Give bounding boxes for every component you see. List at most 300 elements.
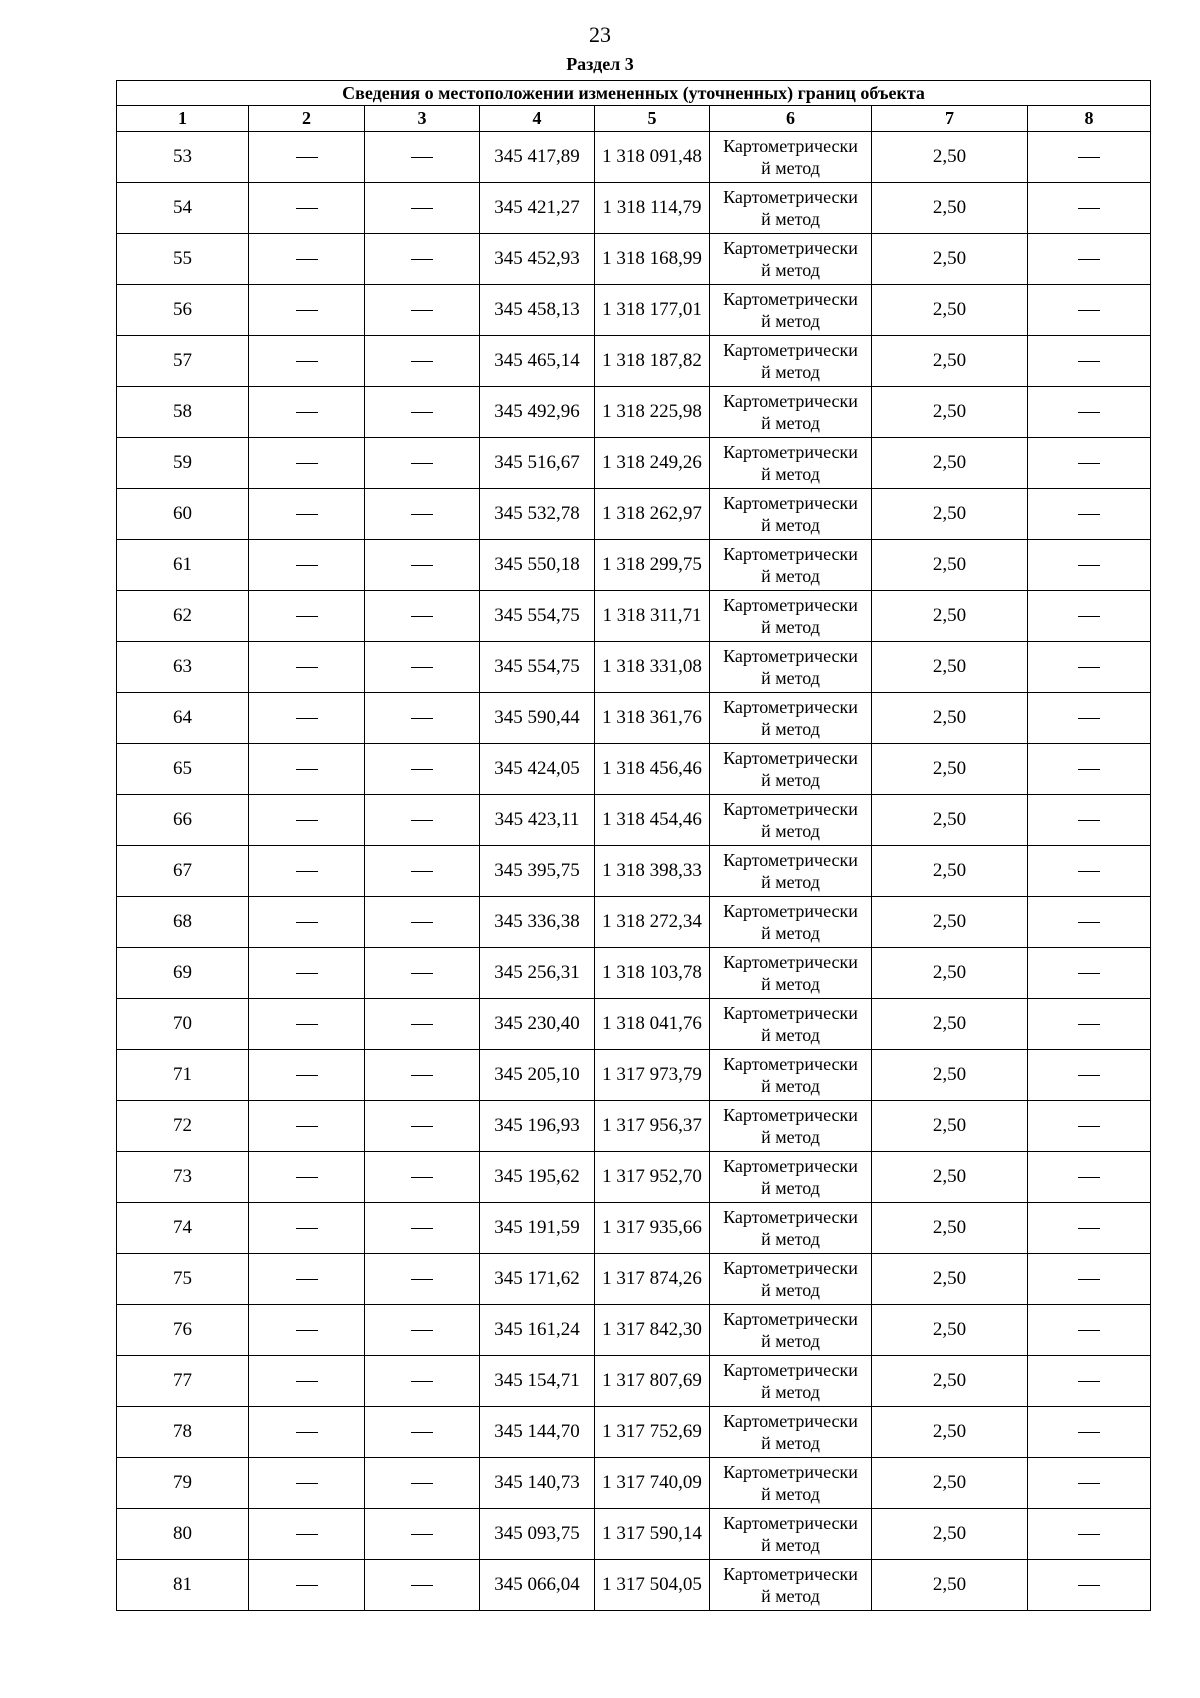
table-row <box>117 693 1151 744</box>
accuracy-cell: 2,50 <box>872 1560 1028 1611</box>
point-number-cell: 81 <box>117 1560 249 1611</box>
table-row <box>117 132 1151 183</box>
x-coordinate-cell: 345 066,04 <box>480 1560 595 1611</box>
method-line2: й метод <box>761 260 820 280</box>
method-line2: й метод <box>761 1229 820 1249</box>
dash-mark <box>296 1330 318 1331</box>
accuracy-cell: 2,50 <box>872 1101 1028 1152</box>
dash-mark <box>1078 769 1100 770</box>
col3-empty-cell <box>365 1101 480 1152</box>
dash-mark <box>296 718 318 719</box>
dash-mark <box>411 922 433 923</box>
col8-empty-cell <box>1028 1509 1151 1560</box>
method-cell <box>710 744 872 795</box>
accuracy-cell: 2,50 <box>872 1305 1028 1356</box>
table-row <box>117 1050 1151 1101</box>
point-number-cell: 53 <box>117 132 249 183</box>
y-coordinate-cell: 1 318 177,01 <box>595 285 710 336</box>
dash-mark <box>296 463 318 464</box>
method-line2: й метод <box>761 1535 820 1555</box>
col3-empty-cell <box>365 1458 480 1509</box>
col8-empty-cell <box>1028 897 1151 948</box>
point-number-cell: 58 <box>117 387 249 438</box>
method-cell <box>710 642 872 693</box>
x-coordinate-cell: 345 171,62 <box>480 1254 595 1305</box>
column-number: 8 <box>1028 106 1151 132</box>
col2-empty-cell <box>249 489 365 540</box>
y-coordinate-cell: 1 318 041,76 <box>595 999 710 1050</box>
method-line1: Картометрически <box>723 1207 858 1227</box>
point-number-cell: 69 <box>117 948 249 999</box>
dash-mark <box>1078 259 1100 260</box>
method-cell <box>710 1152 872 1203</box>
col2-empty-cell <box>249 591 365 642</box>
col3-empty-cell <box>365 438 480 489</box>
accuracy-cell: 2,50 <box>872 1509 1028 1560</box>
method-line1: Картометрически <box>723 595 858 615</box>
dash-mark <box>296 1534 318 1535</box>
dash-mark <box>1078 718 1100 719</box>
dash-mark <box>411 565 433 566</box>
point-number-cell: 79 <box>117 1458 249 1509</box>
dash-mark <box>296 310 318 311</box>
point-number-cell: 70 <box>117 999 249 1050</box>
dash-mark <box>411 1432 433 1433</box>
dash-mark <box>296 1126 318 1127</box>
dash-mark <box>296 1381 318 1382</box>
method-line1: Картометрически <box>723 1513 858 1533</box>
col8-empty-cell <box>1028 591 1151 642</box>
dash-mark <box>296 565 318 566</box>
dash-mark <box>411 769 433 770</box>
accuracy-cell: 2,50 <box>872 795 1028 846</box>
col3-empty-cell <box>365 183 480 234</box>
method-line2: й метод <box>761 719 820 739</box>
dash-mark <box>296 361 318 362</box>
dash-mark <box>1078 361 1100 362</box>
point-number-cell: 78 <box>117 1407 249 1458</box>
y-coordinate-cell: 1 317 752,69 <box>595 1407 710 1458</box>
point-number-cell: 54 <box>117 183 249 234</box>
accuracy-cell: 2,50 <box>872 1356 1028 1407</box>
dash-mark <box>411 718 433 719</box>
col2-empty-cell <box>249 1254 365 1305</box>
point-number-cell: 68 <box>117 897 249 948</box>
dash-mark <box>1078 1534 1100 1535</box>
point-number-cell: 59 <box>117 438 249 489</box>
col3-empty-cell <box>365 540 480 591</box>
col8-empty-cell <box>1028 489 1151 540</box>
dash-mark <box>411 514 433 515</box>
col2-empty-cell <box>249 336 365 387</box>
col8-empty-cell <box>1028 1305 1151 1356</box>
point-number-cell: 61 <box>117 540 249 591</box>
x-coordinate-cell: 345 516,67 <box>480 438 595 489</box>
x-coordinate-cell: 345 205,10 <box>480 1050 595 1101</box>
method-line1: Картометрически <box>723 1411 858 1431</box>
dash-mark <box>296 157 318 158</box>
point-number-cell: 75 <box>117 1254 249 1305</box>
method-cell <box>710 1458 872 1509</box>
dash-mark <box>411 1177 433 1178</box>
method-line2: й метод <box>761 1382 820 1402</box>
point-number-cell: 80 <box>117 1509 249 1560</box>
dash-mark <box>411 412 433 413</box>
table-row <box>117 1407 1151 1458</box>
column-number: 6 <box>710 106 872 132</box>
method-line2: й метод <box>761 311 820 331</box>
table-row <box>117 234 1151 285</box>
method-line2: й метод <box>761 1280 820 1300</box>
method-cell <box>710 1203 872 1254</box>
dash-mark <box>411 1330 433 1331</box>
dash-mark <box>296 820 318 821</box>
method-line1: Картометрически <box>723 493 858 513</box>
x-coordinate-cell: 345 465,14 <box>480 336 595 387</box>
method-cell <box>710 489 872 540</box>
col8-empty-cell <box>1028 336 1151 387</box>
dash-mark <box>411 1279 433 1280</box>
dash-mark <box>1078 1483 1100 1484</box>
section-title: Раздел 3 <box>566 54 634 74</box>
table-row <box>117 1458 1151 1509</box>
method-line1: Картометрически <box>723 289 858 309</box>
dash-mark <box>1078 1585 1100 1586</box>
col8-empty-cell <box>1028 1560 1151 1611</box>
dash-mark <box>411 820 433 821</box>
dash-mark <box>296 1177 318 1178</box>
dash-mark <box>296 871 318 872</box>
col8-empty-cell <box>1028 1254 1151 1305</box>
table-row <box>117 540 1151 591</box>
y-coordinate-cell: 1 318 091,48 <box>595 132 710 183</box>
method-line2: й метод <box>761 566 820 586</box>
x-coordinate-cell: 345 154,71 <box>480 1356 595 1407</box>
method-line1: Картометрически <box>723 646 858 666</box>
col2-empty-cell <box>249 285 365 336</box>
y-coordinate-cell: 1 318 454,46 <box>595 795 710 846</box>
method-cell <box>710 336 872 387</box>
method-cell <box>710 948 872 999</box>
method-line2: й метод <box>761 974 820 994</box>
x-coordinate-cell: 345 144,70 <box>480 1407 595 1458</box>
method-line1: Картометрически <box>723 340 858 360</box>
dash-mark <box>1078 871 1100 872</box>
col3-empty-cell <box>365 1203 480 1254</box>
method-cell <box>710 591 872 642</box>
dash-mark <box>411 1228 433 1229</box>
dash-mark <box>296 1585 318 1586</box>
col2-empty-cell <box>249 540 365 591</box>
method-line2: й метод <box>761 668 820 688</box>
table-row <box>117 1509 1151 1560</box>
method-cell <box>710 897 872 948</box>
col2-empty-cell <box>249 642 365 693</box>
method-cell <box>710 999 872 1050</box>
dash-mark <box>1078 157 1100 158</box>
y-coordinate-cell: 1 318 103,78 <box>595 948 710 999</box>
x-coordinate-cell: 345 093,75 <box>480 1509 595 1560</box>
dash-mark <box>411 361 433 362</box>
dash-mark <box>1078 412 1100 413</box>
column-number: 7 <box>872 106 1028 132</box>
method-line2: й метод <box>761 1025 820 1045</box>
table-row <box>117 387 1151 438</box>
col3-empty-cell <box>365 489 480 540</box>
method-line2: й метод <box>761 158 820 178</box>
table-row <box>117 1560 1151 1611</box>
point-number-cell: 60 <box>117 489 249 540</box>
dash-mark <box>296 922 318 923</box>
dash-mark <box>411 667 433 668</box>
x-coordinate-cell: 345 554,75 <box>480 591 595 642</box>
table-row <box>117 183 1151 234</box>
col2-empty-cell <box>249 744 365 795</box>
col3-empty-cell <box>365 591 480 642</box>
method-line2: й метод <box>761 362 820 382</box>
col2-empty-cell <box>249 1509 365 1560</box>
accuracy-cell: 2,50 <box>872 744 1028 795</box>
col8-empty-cell <box>1028 1152 1151 1203</box>
method-cell <box>710 795 872 846</box>
col3-empty-cell <box>365 132 480 183</box>
accuracy-cell: 2,50 <box>872 591 1028 642</box>
col2-empty-cell <box>249 846 365 897</box>
boundary-table <box>116 80 1151 1611</box>
y-coordinate-cell: 1 318 456,46 <box>595 744 710 795</box>
col3-empty-cell <box>365 1356 480 1407</box>
table-row <box>117 1101 1151 1152</box>
col2-empty-cell <box>249 183 365 234</box>
accuracy-cell: 2,50 <box>872 438 1028 489</box>
dash-mark <box>411 616 433 617</box>
method-cell <box>710 1050 872 1101</box>
accuracy-cell: 2,50 <box>872 234 1028 285</box>
method-cell <box>710 693 872 744</box>
table-row <box>117 285 1151 336</box>
point-number-cell: 77 <box>117 1356 249 1407</box>
method-line1: Картометрически <box>723 1462 858 1482</box>
col2-empty-cell <box>249 132 365 183</box>
dash-mark <box>1078 820 1100 821</box>
method-line2: й метод <box>761 872 820 892</box>
y-coordinate-cell: 1 318 311,71 <box>595 591 710 642</box>
dash-mark <box>411 157 433 158</box>
point-number-cell: 72 <box>117 1101 249 1152</box>
col2-empty-cell <box>249 795 365 846</box>
method-cell <box>710 234 872 285</box>
dash-mark <box>411 1483 433 1484</box>
col8-empty-cell <box>1028 1407 1151 1458</box>
method-line1: Картометрически <box>723 748 858 768</box>
col3-empty-cell <box>365 846 480 897</box>
x-coordinate-cell: 345 230,40 <box>480 999 595 1050</box>
col8-empty-cell <box>1028 1458 1151 1509</box>
y-coordinate-cell: 1 317 807,69 <box>595 1356 710 1407</box>
dash-mark <box>296 667 318 668</box>
col8-empty-cell <box>1028 744 1151 795</box>
x-coordinate-cell: 345 336,38 <box>480 897 595 948</box>
point-number-cell: 65 <box>117 744 249 795</box>
accuracy-cell: 2,50 <box>872 336 1028 387</box>
dash-mark <box>1078 1432 1100 1433</box>
accuracy-cell: 2,50 <box>872 948 1028 999</box>
y-coordinate-cell: 1 317 504,05 <box>595 1560 710 1611</box>
y-coordinate-cell: 1 317 952,70 <box>595 1152 710 1203</box>
col3-empty-cell <box>365 1305 480 1356</box>
method-line1: Картометрически <box>723 136 858 156</box>
accuracy-cell: 2,50 <box>872 642 1028 693</box>
method-line2: й метод <box>761 1433 820 1453</box>
dash-mark <box>1078 667 1100 668</box>
dash-mark <box>411 1126 433 1127</box>
method-line1: Картометрически <box>723 1258 858 1278</box>
column-number: 4 <box>480 106 595 132</box>
y-coordinate-cell: 1 318 168,99 <box>595 234 710 285</box>
col2-empty-cell <box>249 1152 365 1203</box>
accuracy-cell: 2,50 <box>872 183 1028 234</box>
dash-mark <box>296 1075 318 1076</box>
method-cell <box>710 387 872 438</box>
method-line1: Картометрически <box>723 1054 858 1074</box>
method-line2: й метод <box>761 464 820 484</box>
method-line2: й метод <box>761 821 820 841</box>
method-line2: й метод <box>761 1127 820 1147</box>
x-coordinate-cell: 345 452,93 <box>480 234 595 285</box>
method-line2: й метод <box>761 209 820 229</box>
table-row <box>117 897 1151 948</box>
x-coordinate-cell: 345 395,75 <box>480 846 595 897</box>
table-row <box>117 336 1151 387</box>
dash-mark <box>1078 1024 1100 1025</box>
col3-empty-cell <box>365 1407 480 1458</box>
col2-empty-cell <box>249 1356 365 1407</box>
dash-mark <box>1078 1126 1100 1127</box>
accuracy-cell: 2,50 <box>872 1407 1028 1458</box>
col3-empty-cell <box>365 1509 480 1560</box>
col3-empty-cell <box>365 693 480 744</box>
accuracy-cell: 2,50 <box>872 1203 1028 1254</box>
y-coordinate-cell: 1 317 973,79 <box>595 1050 710 1101</box>
method-cell <box>710 540 872 591</box>
col3-empty-cell <box>365 999 480 1050</box>
dash-mark <box>1078 1228 1100 1229</box>
dash-mark <box>411 973 433 974</box>
dash-mark <box>1078 208 1100 209</box>
accuracy-cell: 2,50 <box>872 1458 1028 1509</box>
col3-empty-cell <box>365 744 480 795</box>
method-line2: й метод <box>761 1331 820 1351</box>
col8-empty-cell <box>1028 285 1151 336</box>
accuracy-cell: 2,50 <box>872 540 1028 591</box>
col2-empty-cell <box>249 1101 365 1152</box>
col8-empty-cell <box>1028 693 1151 744</box>
method-line1: Картометрически <box>723 1564 858 1584</box>
accuracy-cell: 2,50 <box>872 999 1028 1050</box>
x-coordinate-cell: 345 554,75 <box>480 642 595 693</box>
dash-mark <box>411 463 433 464</box>
x-coordinate-cell: 345 256,31 <box>480 948 595 999</box>
method-line1: Картометрически <box>723 901 858 921</box>
table-row <box>117 846 1151 897</box>
method-cell <box>710 183 872 234</box>
dash-mark <box>1078 922 1100 923</box>
col3-empty-cell <box>365 1254 480 1305</box>
col8-empty-cell <box>1028 183 1151 234</box>
method-line1: Картометрически <box>723 799 858 819</box>
col8-empty-cell <box>1028 1356 1151 1407</box>
dash-mark <box>1078 463 1100 464</box>
table-caption: Сведения о местоположении измененных (уточненных) границ объекта <box>117 81 1151 106</box>
dash-mark <box>411 1585 433 1586</box>
y-coordinate-cell: 1 318 272,34 <box>595 897 710 948</box>
method-line1: Картометрически <box>723 187 858 207</box>
method-line1: Картометрически <box>723 238 858 258</box>
method-line1: Картометрически <box>723 391 858 411</box>
method-line2: й метод <box>761 617 820 637</box>
method-line1: Картометрически <box>723 1360 858 1380</box>
method-cell <box>710 438 872 489</box>
y-coordinate-cell: 1 318 331,08 <box>595 642 710 693</box>
dash-mark <box>411 259 433 260</box>
dash-mark <box>1078 1075 1100 1076</box>
column-number: 3 <box>365 106 480 132</box>
col8-empty-cell <box>1028 1203 1151 1254</box>
col8-empty-cell <box>1028 234 1151 285</box>
y-coordinate-cell: 1 318 361,76 <box>595 693 710 744</box>
x-coordinate-cell: 345 421,27 <box>480 183 595 234</box>
point-number-cell: 76 <box>117 1305 249 1356</box>
dash-mark <box>411 871 433 872</box>
accuracy-cell: 2,50 <box>872 1050 1028 1101</box>
method-line1: Картометрически <box>723 952 858 972</box>
col8-empty-cell <box>1028 846 1151 897</box>
y-coordinate-cell: 1 317 842,30 <box>595 1305 710 1356</box>
table-row <box>117 438 1151 489</box>
x-coordinate-cell: 345 196,93 <box>480 1101 595 1152</box>
x-coordinate-cell: 345 140,73 <box>480 1458 595 1509</box>
y-coordinate-cell: 1 318 262,97 <box>595 489 710 540</box>
col3-empty-cell <box>365 642 480 693</box>
col3-empty-cell <box>365 948 480 999</box>
dash-mark <box>296 973 318 974</box>
table-row <box>117 999 1151 1050</box>
dash-mark <box>411 208 433 209</box>
dash-mark <box>296 514 318 515</box>
method-line1: Картометрически <box>723 1309 858 1329</box>
method-line1: Картометрически <box>723 1156 858 1176</box>
method-line2: й метод <box>761 1076 820 1096</box>
accuracy-cell: 2,50 <box>872 387 1028 438</box>
y-coordinate-cell: 1 317 740,09 <box>595 1458 710 1509</box>
point-number-cell: 66 <box>117 795 249 846</box>
table-row <box>117 489 1151 540</box>
point-number-cell: 71 <box>117 1050 249 1101</box>
y-coordinate-cell: 1 317 956,37 <box>595 1101 710 1152</box>
column-number: 1 <box>117 106 249 132</box>
point-number-cell: 73 <box>117 1152 249 1203</box>
dash-mark <box>1078 1279 1100 1280</box>
col3-empty-cell <box>365 1050 480 1101</box>
accuracy-cell: 2,50 <box>872 132 1028 183</box>
x-coordinate-cell: 345 532,78 <box>480 489 595 540</box>
y-coordinate-cell: 1 318 299,75 <box>595 540 710 591</box>
col3-empty-cell <box>365 285 480 336</box>
method-line2: й метод <box>761 1586 820 1606</box>
col3-empty-cell <box>365 795 480 846</box>
col8-empty-cell <box>1028 795 1151 846</box>
y-coordinate-cell: 1 318 187,82 <box>595 336 710 387</box>
